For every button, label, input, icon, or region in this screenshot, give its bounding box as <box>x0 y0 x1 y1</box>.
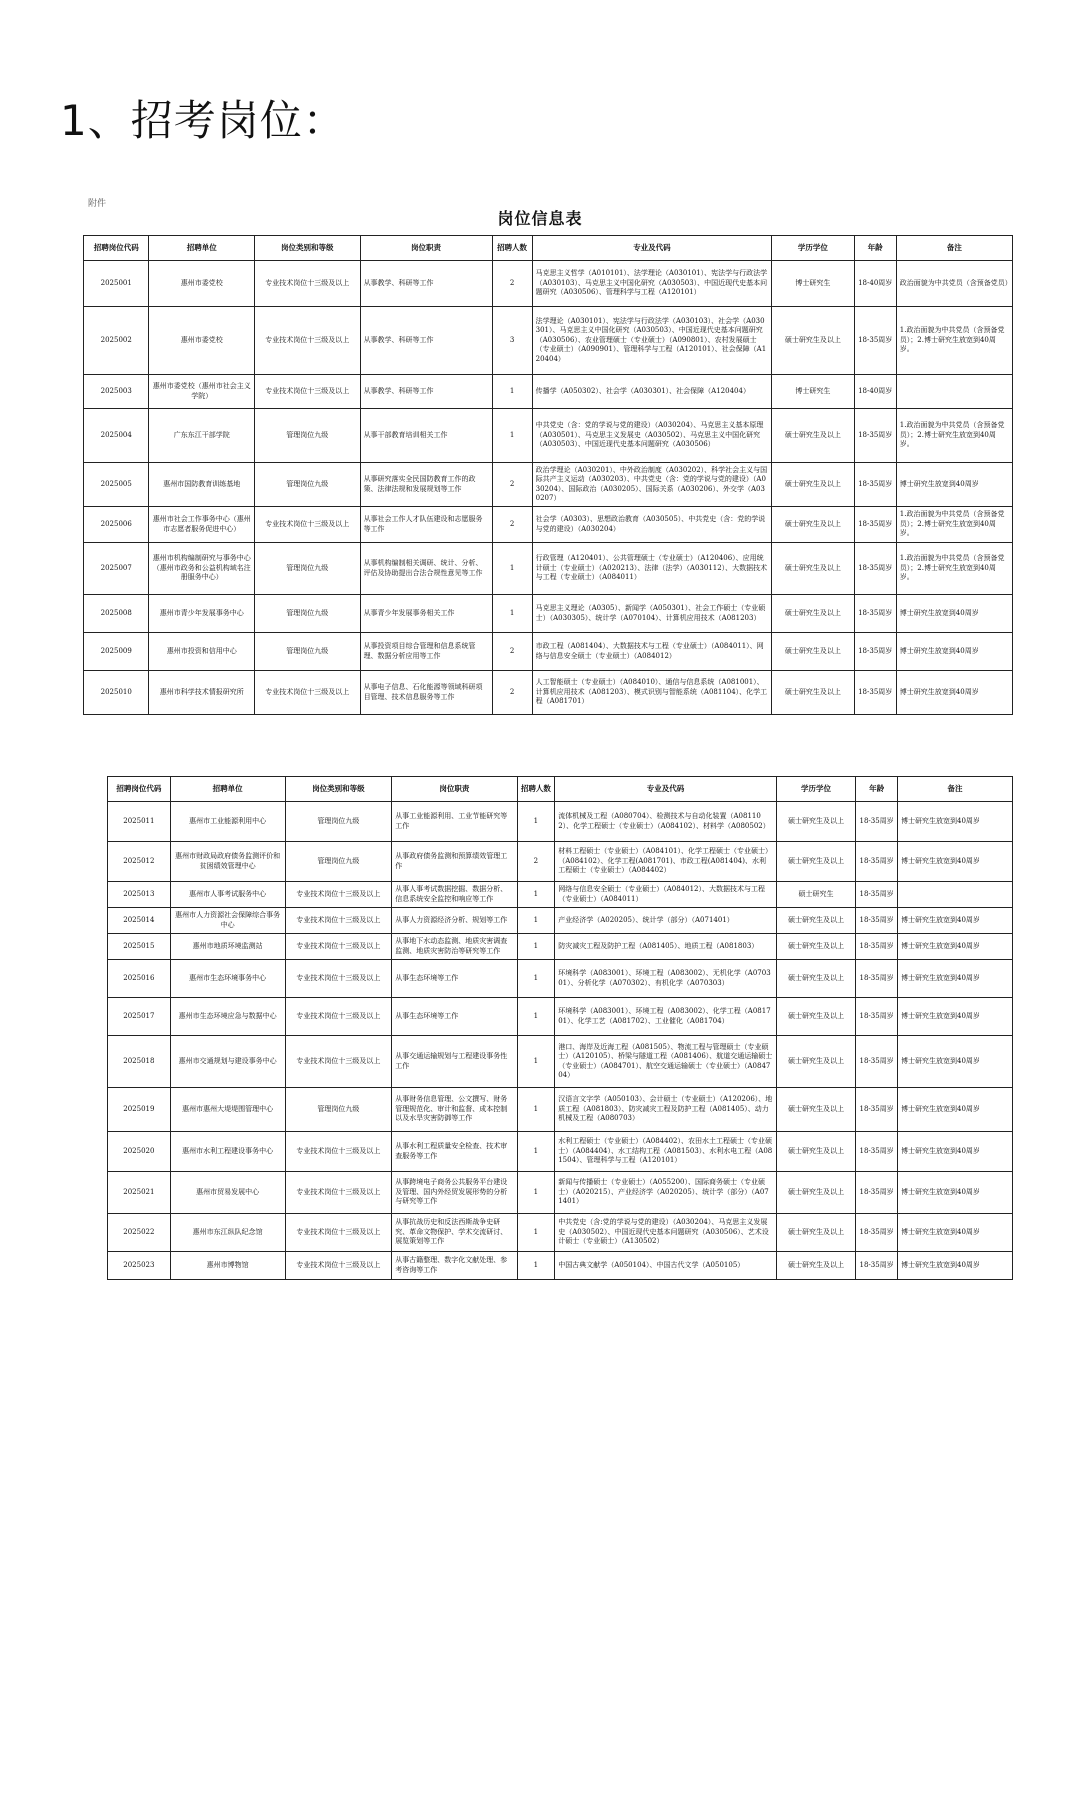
table-row <box>108 802 1013 842</box>
cell-code: 2025020 <box>108 1132 171 1172</box>
table-row <box>84 595 1013 633</box>
cell-unit: 惠州市机构编制研究与事务中心（惠州市政务和公益机构域名注册服务中心） <box>149 543 255 595</box>
cell-duty: 从事政府债务监测和预算绩效管理工作 <box>392 842 517 882</box>
cell-major: 法学理论（A030101）、宪法学与行政法学（A030103）、社会学（A030301）、马克思主义中国化研究（A030503）、中国近现代史基本问题研究（A030506）、农业管理硕士（专业硕士）（A090801）、农村发展硕士（专业硕士）（A090901）、管理科学与工程（A120101）、社会保障（A120404） <box>532 307 772 375</box>
cell-degree: 硕士研究生及以上 <box>776 1172 855 1214</box>
cell-count: 1 <box>517 998 555 1036</box>
cell-unit: 惠州市地质环境监测站 <box>170 934 285 960</box>
cell-category: 专业技术岗位十三级及以上 <box>285 1252 392 1280</box>
cell-count: 2 <box>492 463 532 507</box>
cell-unit: 惠州市水利工程建设事务中心 <box>170 1132 285 1172</box>
cell-count: 1 <box>492 409 532 463</box>
cell-duty: 从事生态环境等工作 <box>392 960 517 998</box>
cell-degree: 博士研究生 <box>772 375 854 409</box>
column-header-major: 专业及代码 <box>532 236 772 261</box>
column-header-duty: 岗位职责 <box>360 236 492 261</box>
cell-count: 2 <box>517 842 555 882</box>
cell-count: 1 <box>517 882 555 908</box>
column-header-count: 招聘人数 <box>517 777 555 802</box>
cell-degree: 硕士研究生 <box>776 882 855 908</box>
jobs-table-part2 <box>107 776 1013 1280</box>
cell-duty: 从事地下水动态监测、地质灾害调查监测、地质灾害防治等研究等工作 <box>392 934 517 960</box>
table-row <box>84 671 1013 715</box>
cell-age: 18-40周岁 <box>854 375 896 409</box>
cell-code: 2025008 <box>84 595 149 633</box>
table-body <box>108 802 1013 1280</box>
cell-degree: 硕士研究生及以上 <box>776 1252 855 1280</box>
cell-major: 材料工程硕士（专业硕士）（A084101）、化学工程硕士（专业硕士）（A084102）、化学工程(A081701)、市政工程(A081404)、水利工程硕士（专业硕士）（A084402） <box>555 842 777 882</box>
column-header-degree: 学历学位 <box>772 236 854 261</box>
cell-unit: 惠州市贸易发展中心 <box>170 1172 285 1214</box>
cell-age: 18-35周岁 <box>856 1088 898 1132</box>
cell-note: 博士研究生放宽到40周岁 <box>897 1214 1012 1252</box>
table-row <box>108 908 1013 934</box>
cell-category: 专业技术岗位十三级及以上 <box>255 307 361 375</box>
cell-count: 1 <box>492 543 532 595</box>
header-row <box>108 777 1013 802</box>
cell-code: 2025004 <box>84 409 149 463</box>
cell-category: 专业技术岗位十三级及以上 <box>255 671 361 715</box>
cell-note: 博士研究生放宽到40周岁 <box>897 802 1012 842</box>
cell-unit: 惠州市交通规划与建设事务中心 <box>170 1036 285 1088</box>
cell-count: 1 <box>492 375 532 409</box>
cell-category: 管理岗位九级 <box>255 463 361 507</box>
attachment-mark: 附件 <box>88 199 107 209</box>
cell-code: 2025021 <box>108 1172 171 1214</box>
cell-count: 1 <box>517 960 555 998</box>
column-header-code: 招聘岗位代码 <box>108 777 171 802</box>
cell-duty: 从事投资项目综合管理和信息系统管理、数据分析应用等工作 <box>360 633 492 671</box>
table-row <box>108 1088 1013 1132</box>
cell-category: 专业技术岗位十三级及以上 <box>255 507 361 543</box>
cell-count: 1 <box>517 1088 555 1132</box>
cell-count: 1 <box>517 1172 555 1214</box>
page-heading: 1、招考岗位： <box>60 96 346 145</box>
cell-major: 汉语言文字学（A050103）、会计硕士（专业硕士）（A120206）、地质工程（A081803）、防灾减灾工程及防护工程（A081405）、动力机械及工程（A080703） <box>555 1088 777 1132</box>
cell-unit: 惠州市委党校 <box>149 307 255 375</box>
cell-unit: 惠州市国防教育训练基地 <box>149 463 255 507</box>
cell-code: 2025007 <box>84 543 149 595</box>
cell-code: 2025019 <box>108 1088 171 1132</box>
cell-age: 18-35周岁 <box>854 507 896 543</box>
column-header-code: 招聘岗位代码 <box>84 236 149 261</box>
cell-duty: 从事电子信息、石化能源等领域科研项目管理、技术信息服务等工作 <box>360 671 492 715</box>
cell-major: 传播学（A050302）、社会学（A030301）、社会保障（A120404） <box>532 375 772 409</box>
cell-count: 1 <box>517 908 555 934</box>
cell-age: 18-35周岁 <box>856 998 898 1036</box>
cell-unit: 惠州市生态环境应急与数据中心 <box>170 998 285 1036</box>
cell-major: 行政管理（A120401）、公共管理硕士（专业硕士）（A120406）、应用统计硕士（专业硕士）（A020213）、法律（法学）（A030112）、大数据技术与工程（专业硕士）（A084011） <box>532 543 772 595</box>
cell-major: 环境科学（A083001）、环境工程（A083002）、无机化学（A070301）、分析化学（A070302）、有机化学（A070303） <box>555 960 777 998</box>
cell-code: 2025023 <box>108 1252 171 1280</box>
column-header-note: 备注 <box>896 236 1012 261</box>
cell-count: 2 <box>492 671 532 715</box>
table-row <box>84 507 1013 543</box>
cell-duty: 从事社会工作人才队伍建设和志愿服务等工作 <box>360 507 492 543</box>
cell-degree: 硕士研究生及以上 <box>776 998 855 1036</box>
cell-unit: 惠州市惠州大堤堤围管理中心 <box>170 1088 285 1132</box>
cell-unit: 惠州市生态环境事务中心 <box>170 960 285 998</box>
cell-degree: 硕士研究生及以上 <box>772 543 854 595</box>
cell-major: 马克思主义哲学（A010101）、法学理论（A030101）、宪法学与行政法学（A030103）、马克思主义中国化研究（A030503）、中国近现代史基本问题研究（A030506）、管理科学与工程（A120101） <box>532 261 772 307</box>
cell-unit: 惠州市委党校（惠州市社会主义学院） <box>149 375 255 409</box>
cell-duty: 从事机构编制相关调研、统计、分析、评估及协助提出合法合规性意见等工作 <box>360 543 492 595</box>
cell-note: 博士研究生放宽到40周岁 <box>896 595 1012 633</box>
cell-major: 港口、海岸及近海工程（A081505）、物流工程与管理硕士（专业硕士）（A120105）、桥梁与隧道工程（A081406）、航道交通运输硕士（专业硕士）（A084701）、航空交通运输硕士（专业硕士）（A084704） <box>555 1036 777 1088</box>
cell-note: 博士研究生放宽到40周岁 <box>897 1252 1012 1280</box>
jobs-table-part1 <box>83 235 1013 715</box>
column-header-note: 备注 <box>897 777 1012 802</box>
table-row <box>84 261 1013 307</box>
cell-age: 18-35周岁 <box>854 409 896 463</box>
table-row <box>108 1132 1013 1172</box>
table-row <box>84 543 1013 595</box>
cell-major: 环境科学（A083001）、环境工程（A083002）、化学工程（A081701）、化学工艺（A081702）、工业催化（A081704） <box>555 998 777 1036</box>
cell-code: 2025022 <box>108 1214 171 1252</box>
cell-major: 水利工程硕士（专业硕士）（A084402）、农田水土工程硕士（专业硕士）（A084404）、水工结构工程（A081503）、水利水电工程（A081504）、管理科学与工程（A120101） <box>555 1132 777 1172</box>
table-body <box>84 261 1013 715</box>
cell-note: 博士研究生放宽到40周岁 <box>897 1036 1012 1088</box>
cell-count: 1 <box>517 1132 555 1172</box>
cell-count: 2 <box>492 261 532 307</box>
cell-unit: 惠州市科学技术情报研究所 <box>149 671 255 715</box>
table-row <box>108 1252 1013 1280</box>
cell-major: 市政工程（A081404）、大数据技术与工程（专业硕士）（A084011）、网络与信息安全硕士（专业硕士）（A084012） <box>532 633 772 671</box>
table-row <box>84 375 1013 409</box>
cell-degree: 硕士研究生及以上 <box>772 307 854 375</box>
cell-note <box>897 882 1012 908</box>
cell-duty: 从事抗战历史和反法西斯战争史研究、革命文物保护、学术交流研讨、展览策划等工作 <box>392 1214 517 1252</box>
cell-category: 专业技术岗位十三级及以上 <box>285 1172 392 1214</box>
column-header-age: 年龄 <box>854 236 896 261</box>
cell-note: 博士研究生放宽到40周岁 <box>897 998 1012 1036</box>
cell-note: 博士研究生放宽到40周岁 <box>897 1088 1012 1132</box>
cell-age: 18-40周岁 <box>854 261 896 307</box>
cell-degree: 硕士研究生及以上 <box>776 960 855 998</box>
column-header-category: 岗位类别和等级 <box>255 236 361 261</box>
cell-note: 博士研究生放宽到40周岁 <box>897 842 1012 882</box>
cell-count: 1 <box>517 1036 555 1088</box>
table-row <box>84 633 1013 671</box>
cell-major: 网络与信息安全硕士（专业硕士）（A084012）、大数据技术与工程（专业硕士）（A084011） <box>555 882 777 908</box>
cell-degree: 博士研究生 <box>772 261 854 307</box>
cell-note: 博士研究生放宽到40周岁 <box>896 671 1012 715</box>
cell-degree: 硕士研究生及以上 <box>776 1214 855 1252</box>
cell-age: 18-35周岁 <box>856 934 898 960</box>
cell-category: 专业技术岗位十三级及以上 <box>285 1214 392 1252</box>
column-header-degree: 学历学位 <box>776 777 855 802</box>
cell-unit: 惠州市人力资源社会保障综合事务中心 <box>170 908 285 934</box>
cell-unit: 惠州市委党校 <box>149 261 255 307</box>
cell-count: 1 <box>517 1214 555 1252</box>
cell-age: 18-35周岁 <box>854 463 896 507</box>
cell-duty: 从事研究落实全民国防教育工作的政策、法律法规和发展规划等工作 <box>360 463 492 507</box>
cell-unit: 惠州市博物馆 <box>170 1252 285 1280</box>
cell-duty: 从事人事考试数据挖掘、数据分析、信息系统安全监控和响应等工作 <box>392 882 517 908</box>
cell-unit: 惠州市青少年发展事务中心 <box>149 595 255 633</box>
cell-degree: 硕士研究生及以上 <box>776 1036 855 1088</box>
cell-duty: 从事水利工程质量安全检查、技术审查服务等工作 <box>392 1132 517 1172</box>
cell-age: 18-35周岁 <box>856 1214 898 1252</box>
cell-age: 18-35周岁 <box>856 1172 898 1214</box>
cell-age: 18-35周岁 <box>856 908 898 934</box>
cell-count: 1 <box>492 595 532 633</box>
cell-code: 2025012 <box>108 842 171 882</box>
cell-code: 2025018 <box>108 1036 171 1088</box>
cell-age: 18-35周岁 <box>854 595 896 633</box>
table-row <box>108 882 1013 908</box>
header-row <box>84 236 1013 261</box>
cell-duty: 从事财务信息管理、公文撰写、财务管理规范化、审计和监督、成本控制以及水旱灾害防御等工作 <box>392 1088 517 1132</box>
cell-age: 18-35周岁 <box>854 543 896 595</box>
cell-category: 专业技术岗位十三级及以上 <box>285 1132 392 1172</box>
cell-count: 3 <box>492 307 532 375</box>
cell-category: 专业技术岗位十三级及以上 <box>285 908 392 934</box>
cell-category: 管理岗位九级 <box>285 842 392 882</box>
cell-age: 18-35周岁 <box>854 307 896 375</box>
cell-code: 2025005 <box>84 463 149 507</box>
cell-degree: 硕士研究生及以上 <box>772 595 854 633</box>
column-header-count: 招聘人数 <box>492 236 532 261</box>
cell-degree: 硕士研究生及以上 <box>776 1132 855 1172</box>
cell-major: 中共党史（含：党的学说与党的建设）（A030204）、马克思主义基本原理（A030501）、马克思主义发展史（A030502）、马克思主义中国化研究（A030503）、中国近现代史基本问题研究（A030506） <box>532 409 772 463</box>
cell-category: 专业技术岗位十三级及以上 <box>285 882 392 908</box>
cell-degree: 硕士研究生及以上 <box>772 463 854 507</box>
cell-age: 18-35周岁 <box>856 842 898 882</box>
cell-degree: 硕士研究生及以上 <box>776 802 855 842</box>
cell-degree: 硕士研究生及以上 <box>772 507 854 543</box>
table-row <box>108 1214 1013 1252</box>
cell-major: 马克思主义理论（A0305）、新闻学（A050301）、社会工作硕士（专业硕士）（A030305）、统计学（A070104）、计算机应用技术（A081203） <box>532 595 772 633</box>
table-title: 岗位信息表 <box>497 209 583 228</box>
cell-note: 博士研究生放宽到40周岁 <box>897 1172 1012 1214</box>
table-row <box>108 998 1013 1036</box>
cell-category: 专业技术岗位十三级及以上 <box>285 960 392 998</box>
cell-count: 2 <box>492 507 532 543</box>
cell-duty: 从事干部教育培训相关工作 <box>360 409 492 463</box>
cell-code: 2025015 <box>108 934 171 960</box>
cell-count: 1 <box>517 802 555 842</box>
cell-degree: 硕士研究生及以上 <box>776 1088 855 1132</box>
cell-unit: 惠州市工业能源利用中心 <box>170 802 285 842</box>
table-row <box>84 307 1013 375</box>
cell-major: 防灾减灾工程及防护工程（A081405）、地质工程（A081803） <box>555 934 777 960</box>
cell-note: 政治面貌为中共党员（含预备党员） <box>896 261 1012 307</box>
table-row <box>108 960 1013 998</box>
column-header-category: 岗位类别和等级 <box>285 777 392 802</box>
cell-duty: 从事古籍整理、数字化文献处理、参考咨询等工作 <box>392 1252 517 1280</box>
column-header-major: 专业及代码 <box>555 777 777 802</box>
cell-code: 2025006 <box>84 507 149 543</box>
cell-major: 新闻与传播硕士（专业硕士）（A055200）、国际商务硕士（专业硕士）（A020215）、产业经济学（A020205）、统计学（部分）（A071401） <box>555 1172 777 1214</box>
cell-code: 2025011 <box>108 802 171 842</box>
cell-category: 管理岗位九级 <box>285 1088 392 1132</box>
cell-code: 2025010 <box>84 671 149 715</box>
table-row <box>84 463 1013 507</box>
cell-age: 18-35周岁 <box>856 1132 898 1172</box>
cell-degree: 硕士研究生及以上 <box>776 908 855 934</box>
cell-major: 流体机械及工程（A080704）、检测技术与自动化装置（A081102）、化学工程硕士（专业硕士）（A084102）、材料学（A080502） <box>555 802 777 842</box>
cell-code: 2025016 <box>108 960 171 998</box>
cell-unit: 惠州市社会工作事务中心（惠州市志愿者服务促进中心） <box>149 507 255 543</box>
cell-code: 2025002 <box>84 307 149 375</box>
cell-note: 博士研究生放宽到40周岁 <box>897 908 1012 934</box>
cell-duty: 从事教学、科研等工作 <box>360 307 492 375</box>
cell-code: 2025013 <box>108 882 171 908</box>
cell-age: 18-35周岁 <box>856 960 898 998</box>
cell-age: 18-35周岁 <box>856 1252 898 1280</box>
column-header-duty: 岗位职责 <box>392 777 517 802</box>
cell-note: 1.政治面貌为中共党员（含预备党员）；2.博士研究生放宽到40周岁。 <box>896 507 1012 543</box>
cell-code: 2025003 <box>84 375 149 409</box>
cell-major: 中国古典文献学（A050104）、中国古代文学（A050105） <box>555 1252 777 1280</box>
cell-category: 专业技术岗位十三级及以上 <box>285 934 392 960</box>
cell-major: 政治学理论（A030201）、中外政治制度（A030202）、科学社会主义与国际共产主义运动（A030203）、中共党史（含：党的学说与党的建设）（A030204）、国际政治（A030205）、国际关系（A030206）、外交学（A030207） <box>532 463 772 507</box>
cell-category: 管理岗位九级 <box>255 543 361 595</box>
cell-code: 2025001 <box>84 261 149 307</box>
table-row <box>84 409 1013 463</box>
cell-code: 2025009 <box>84 633 149 671</box>
cell-note: 1.政治面貌为中共党员（含预备党员）；2.博士研究生放宽到40周岁。 <box>896 543 1012 595</box>
cell-note: 博士研究生放宽到40周岁 <box>897 960 1012 998</box>
cell-major: 产业经济学（A020205）、统计学（部分）（A071401） <box>555 908 777 934</box>
cell-note: 博士研究生放宽到40周岁 <box>897 934 1012 960</box>
cell-category: 专业技术岗位十三级及以上 <box>255 375 361 409</box>
cell-duty: 从事青少年发展事务相关工作 <box>360 595 492 633</box>
cell-age: 18-35周岁 <box>856 1036 898 1088</box>
cell-duty: 从事人力资源经济分析、规划等工作 <box>392 908 517 934</box>
cell-unit: 广东东江干部学院 <box>149 409 255 463</box>
column-header-unit: 招聘单位 <box>149 236 255 261</box>
cell-duty: 从事工业能源利用、工业节能研究等工作 <box>392 802 517 842</box>
cell-duty: 从事交通运输规划与工程建设事务性工作 <box>392 1036 517 1088</box>
cell-note: 博士研究生放宽到40周岁 <box>897 1132 1012 1172</box>
cell-note: 博士研究生放宽到40周岁 <box>896 633 1012 671</box>
cell-major: 社会学（A0303）、思想政治教育（A030505）、中共党史（含：党的学说与党的建设）（A030204） <box>532 507 772 543</box>
cell-age: 18-35周岁 <box>854 633 896 671</box>
cell-age: 18-35周岁 <box>854 671 896 715</box>
cell-count: 1 <box>517 934 555 960</box>
cell-unit: 惠州市投资和信用中心 <box>149 633 255 671</box>
cell-duty: 从事教学、科研等工作 <box>360 375 492 409</box>
cell-code: 2025014 <box>108 908 171 934</box>
column-header-age: 年龄 <box>856 777 898 802</box>
cell-note: 博士研究生放宽到40周岁 <box>896 463 1012 507</box>
cell-unit: 惠州市财政局政府债务监测评价和贫困绩效管理中心 <box>170 842 285 882</box>
cell-category: 管理岗位九级 <box>255 633 361 671</box>
table-row <box>108 1172 1013 1214</box>
cell-note <box>896 375 1012 409</box>
cell-category: 专业技术岗位十三级及以上 <box>285 998 392 1036</box>
cell-duty: 从事教学、科研等工作 <box>360 261 492 307</box>
cell-note: 1.政治面貌为中共党员（含预备党员）；2.博士研究生放宽到40周岁。 <box>896 307 1012 375</box>
cell-degree: 硕士研究生及以上 <box>772 671 854 715</box>
cell-unit: 惠州市东江纵队纪念馆 <box>170 1214 285 1252</box>
cell-age: 18-35周岁 <box>856 802 898 842</box>
cell-count: 1 <box>517 1252 555 1280</box>
cell-category: 专业技术岗位十三级及以上 <box>285 1036 392 1088</box>
cell-category: 管理岗位九级 <box>255 409 361 463</box>
cell-category: 管理岗位九级 <box>255 595 361 633</box>
cell-duty: 从事跨境电子商务公共服务平台建设及管理、国内外经贸发展形势的分析与研究等工作 <box>392 1172 517 1214</box>
table-row <box>108 1036 1013 1088</box>
cell-major: 中共党史（含:党的学说与党的建设）（A030204）、马克思主义发展史（A030502）、中国近现代史基本问题研究（A030506）、艺术设计硕士（专业硕士）（A130502） <box>555 1214 777 1252</box>
column-header-unit: 招聘单位 <box>170 777 285 802</box>
cell-degree: 硕士研究生及以上 <box>776 842 855 882</box>
cell-duty: 从事生态环境等工作 <box>392 998 517 1036</box>
cell-note: 1.政治面貌为中共党员（含预备党员）；2.博士研究生放宽到40周岁。 <box>896 409 1012 463</box>
cell-count: 2 <box>492 633 532 671</box>
cell-age: 18-35周岁 <box>856 882 898 908</box>
cell-category: 专业技术岗位十三级及以上 <box>255 261 361 307</box>
cell-degree: 硕士研究生及以上 <box>772 409 854 463</box>
cell-degree: 硕士研究生及以上 <box>776 934 855 960</box>
table-row <box>108 842 1013 882</box>
table-row <box>108 934 1013 960</box>
cell-category: 管理岗位九级 <box>285 802 392 842</box>
cell-degree: 硕士研究生及以上 <box>772 633 854 671</box>
cell-unit: 惠州市人事考试服务中心 <box>170 882 285 908</box>
cell-code: 2025017 <box>108 998 171 1036</box>
cell-major: 人工智能硕士（专业硕士）（A084010）、通信与信息系统（A081001）、计算机应用技术（A081203）、模式识别与智能系统（A081104）、化学工程（A081701） <box>532 671 772 715</box>
